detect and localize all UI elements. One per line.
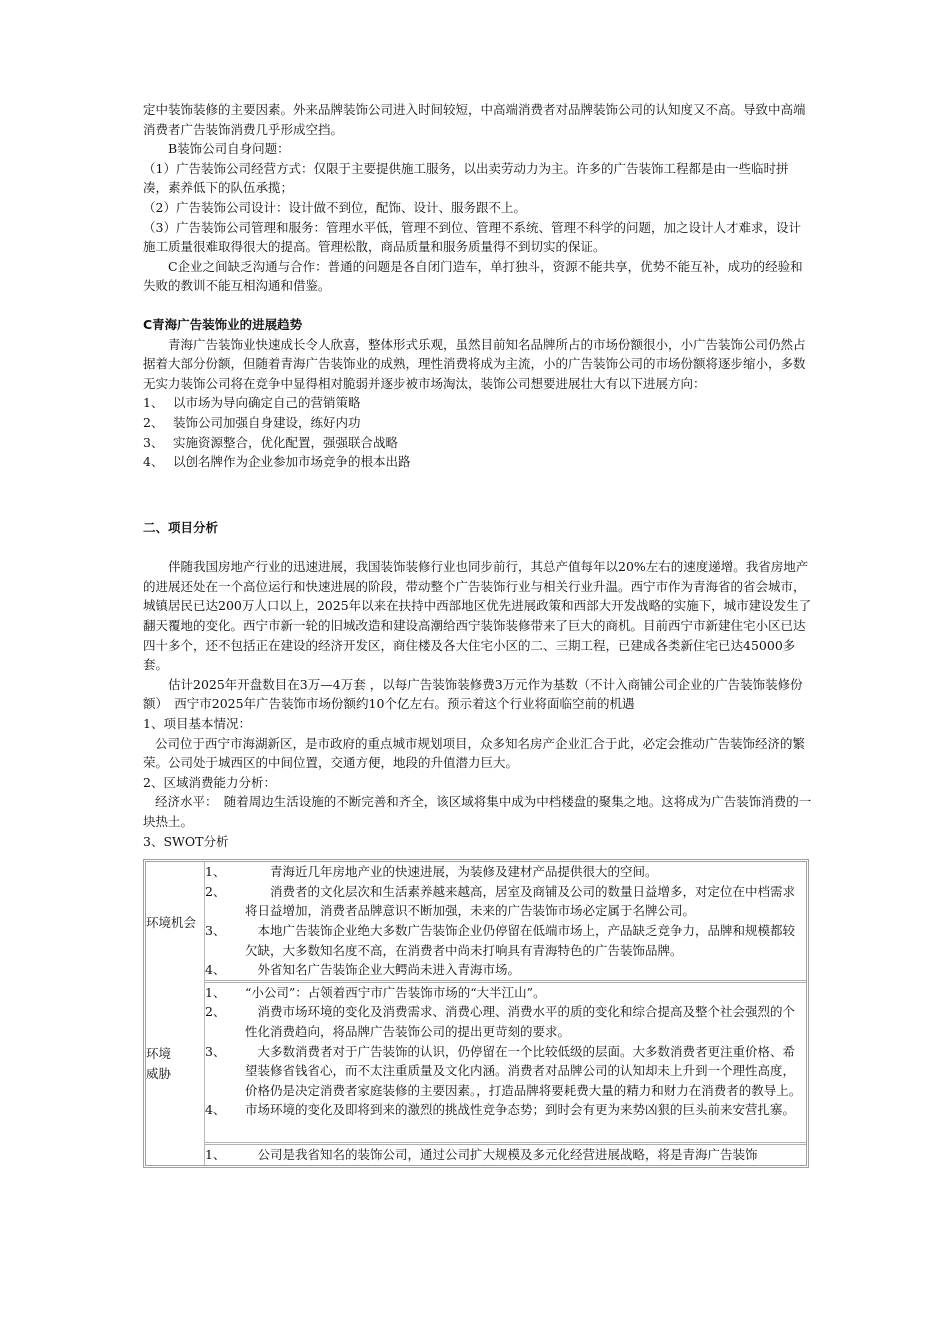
table-row: 3、 大多数消费者对于广告装饰的认识，仍停留在一个比较低级的层面。大多数消费者更注重价格、希望装修省钱省心，而不太注重质量及文化内涵。消费者对品牌公司的认知却未上升到一个理性高度，价格仍是决定消费者家庭装修的主要因素。，打造品牌将要耗费大量的精力和财力在消费者的教导上。 [205,1043,802,1098]
opportunity-label: 环境机会 [146,862,205,983]
b-item-3: （3）广告装饰公司管理和服务：管理水平低，管理不到位、管理不系统、管理不科学的问题，加之设计人才难求，设计施工质量很难取得很大的提高。管理松散，商品质量和服务质量得不到切实的保证。 [143,219,801,255]
threat-label: 环境 威胁 [146,983,205,1145]
opportunity-items [205,862,806,983]
area-paragraph: 经济水平： 随着周边生活设施的不断完善和齐全，该区域将集中成为中档楼盘的聚集之地。这将成为广告装饰消费的一块热土。 [143,794,812,829]
paragraph-intro: 定中装饰装修的主要因素。外来品牌装饰公司进入时间较短，中高端消费者对品牌装饰公司的认知度又不高。导致中高端消费者广告装饰消费几乎形成空挡。 [143,102,806,137]
area-heading: 2、区域消费能力分析： [143,774,276,790]
c-paragraph: C企业之间缺乏沟通与合作：普通的问题是各自闭门造车，单打独斗，资源不能共享，优势不能互补，成功的经验和失败的教训不能互相沟通和借鉴。 [143,258,803,294]
table-row: 3、 本地广告装饰企业绝大多数广告装饰企业仍停留在低端市场上，产品缺乏竞争力，品牌和规模都较欠缺，大多数知名度不高，在消费者中尚未打响具有青海特色的广告装饰品牌。 [205,922,796,958]
project-paragraph-1: 伴随我国房地产行业的迅速进展，我国装饰装修行业也同步前行，其总产值每年以20%左右的速度递增。我省房地产的进展还处在一个高位运行和快速进展的阶段，带动整个广告装饰行业与相关行业升温。西宁市作为青海省的省会城市，城镇居民已达200万人口以上，2025年以来在扶持中西部地区优先进展政策和西部大开发战略的实施下，城市建设发生了翻天覆地的变化。西宁市新一轮的旧城改造和建设高潮给西宁装饰装修带来了巨大的商机。目前西宁市新建住宅小区已达四十多个，还不包括正在建设的经济开发区，商住楼及各大住宅小区的二、三期工程，已建成各类新住宅已达45000多套。 [143,559,812,673]
list-item: 4、 以创名牌作为企业参加市场竞争的根本出路 [143,454,411,470]
table-row: 1、 “小公司”：占领着西宁市广告装饰市场的“大半江山”。 [205,984,546,1000]
threat-items [205,983,806,1145]
b-item-2: （2）广告装饰公司设计：设计做不到位，配饰、设计、服务跟不上。 [143,199,526,215]
document-page [143,100,813,1168]
table-row: 1、 青海近几年房地产业的快速进展，为装修及建材产品提供很大的空间。 [205,864,658,880]
b-heading: B装饰公司自身问题： [168,141,290,157]
trend-heading: C青海广告装饰业的进展趋势 [143,316,303,332]
trend-list [143,393,813,471]
table-row: 2、 消费者的文化层次和生活素养越来越高，居室及商铺及公司的数量日益增多，对定位在中档需求将日益增加，消费者品牌意识不断加强，未来的广告装饰市场必定属于名牌公司。 [205,883,796,919]
strength-items [205,1145,806,1165]
basic-heading: 1、项目基本情况： [143,716,251,732]
trend-paragraph: 青海广告装饰业快速成长令人欣喜，整体形式乐观，虽然目前知名品牌所占的市场份额很小，小广告装饰公司仍然占据着大部分份额，但随着青海广告装饰业的成熟，理性消费将成为主流，小的广告装饰公司的市场份额将逐步缩小，多数无实力装饰公司将在竞争中显得相对脆弱并逐步被市场淘汰，装饰公司想要进展壮大有以下进展方向： [143,336,806,391]
swot-heading: 3、SWOT分析 [143,833,229,849]
table-row: 1、 公司是我省知名的装饰公司，通过公司扩大规模及多元化经营进展战略，将是青海广告装饰 [205,1146,758,1162]
b-item-1: （1）广告装饰公司经营方式：仅限于主要提供施工服务，以出卖劳动力为主。许多的广告装饰工程都是由一些临时拼凑，素养低下的队伍承揽； [143,160,789,196]
swot-table [143,859,809,1167]
table-row: 4、 外省知名广告装饰企业大鳄尚未进入青海市场。 [205,962,521,978]
list-item: 1、 以市场为导向确定自己的营销策略 [143,395,361,411]
table-row: 4、 市场环境的变化及即将到来的激烈的挑战性竞争态势；到时会有更为来势凶狠的巨头前来安营扎寨。 [205,1102,796,1118]
table-row: 2、 消费市场环境的变化及消费需求、消费心理、消费水平的质的变化和综合提高及整个社会强烈的个性化消费趋向，将品牌广告装饰公司的提出更苛刻的要求。 [205,1004,796,1039]
section-heading: 二、项目分析 [143,519,219,535]
project-paragraph-2: 估计2025年开盘数目在3万—4万套 ，以每广告装饰装修费3万元作为基数（不计入商铺公司企业的广告装饰装修份额） 西宁市2025年广告装饰市场份额约10个亿左右。预示着这个行业将面临空前的机遇 [143,676,803,712]
list-item: 3、 实施资源整合，优化配置，强强联合战略 [143,434,399,450]
strength-label [146,1145,205,1165]
list-item: 2、 装饰公司加强自身建设，练好内功 [143,414,361,430]
basic-paragraph: 公司位于西宁市海湖新区，是市政府的重点城市规划项目，众多知名房产企业汇合于此，必定会推动广告装饰经济的繁荣。公司处于城西区的中间位置，交通方便，地段的升值潜力巨大。 [143,735,806,771]
